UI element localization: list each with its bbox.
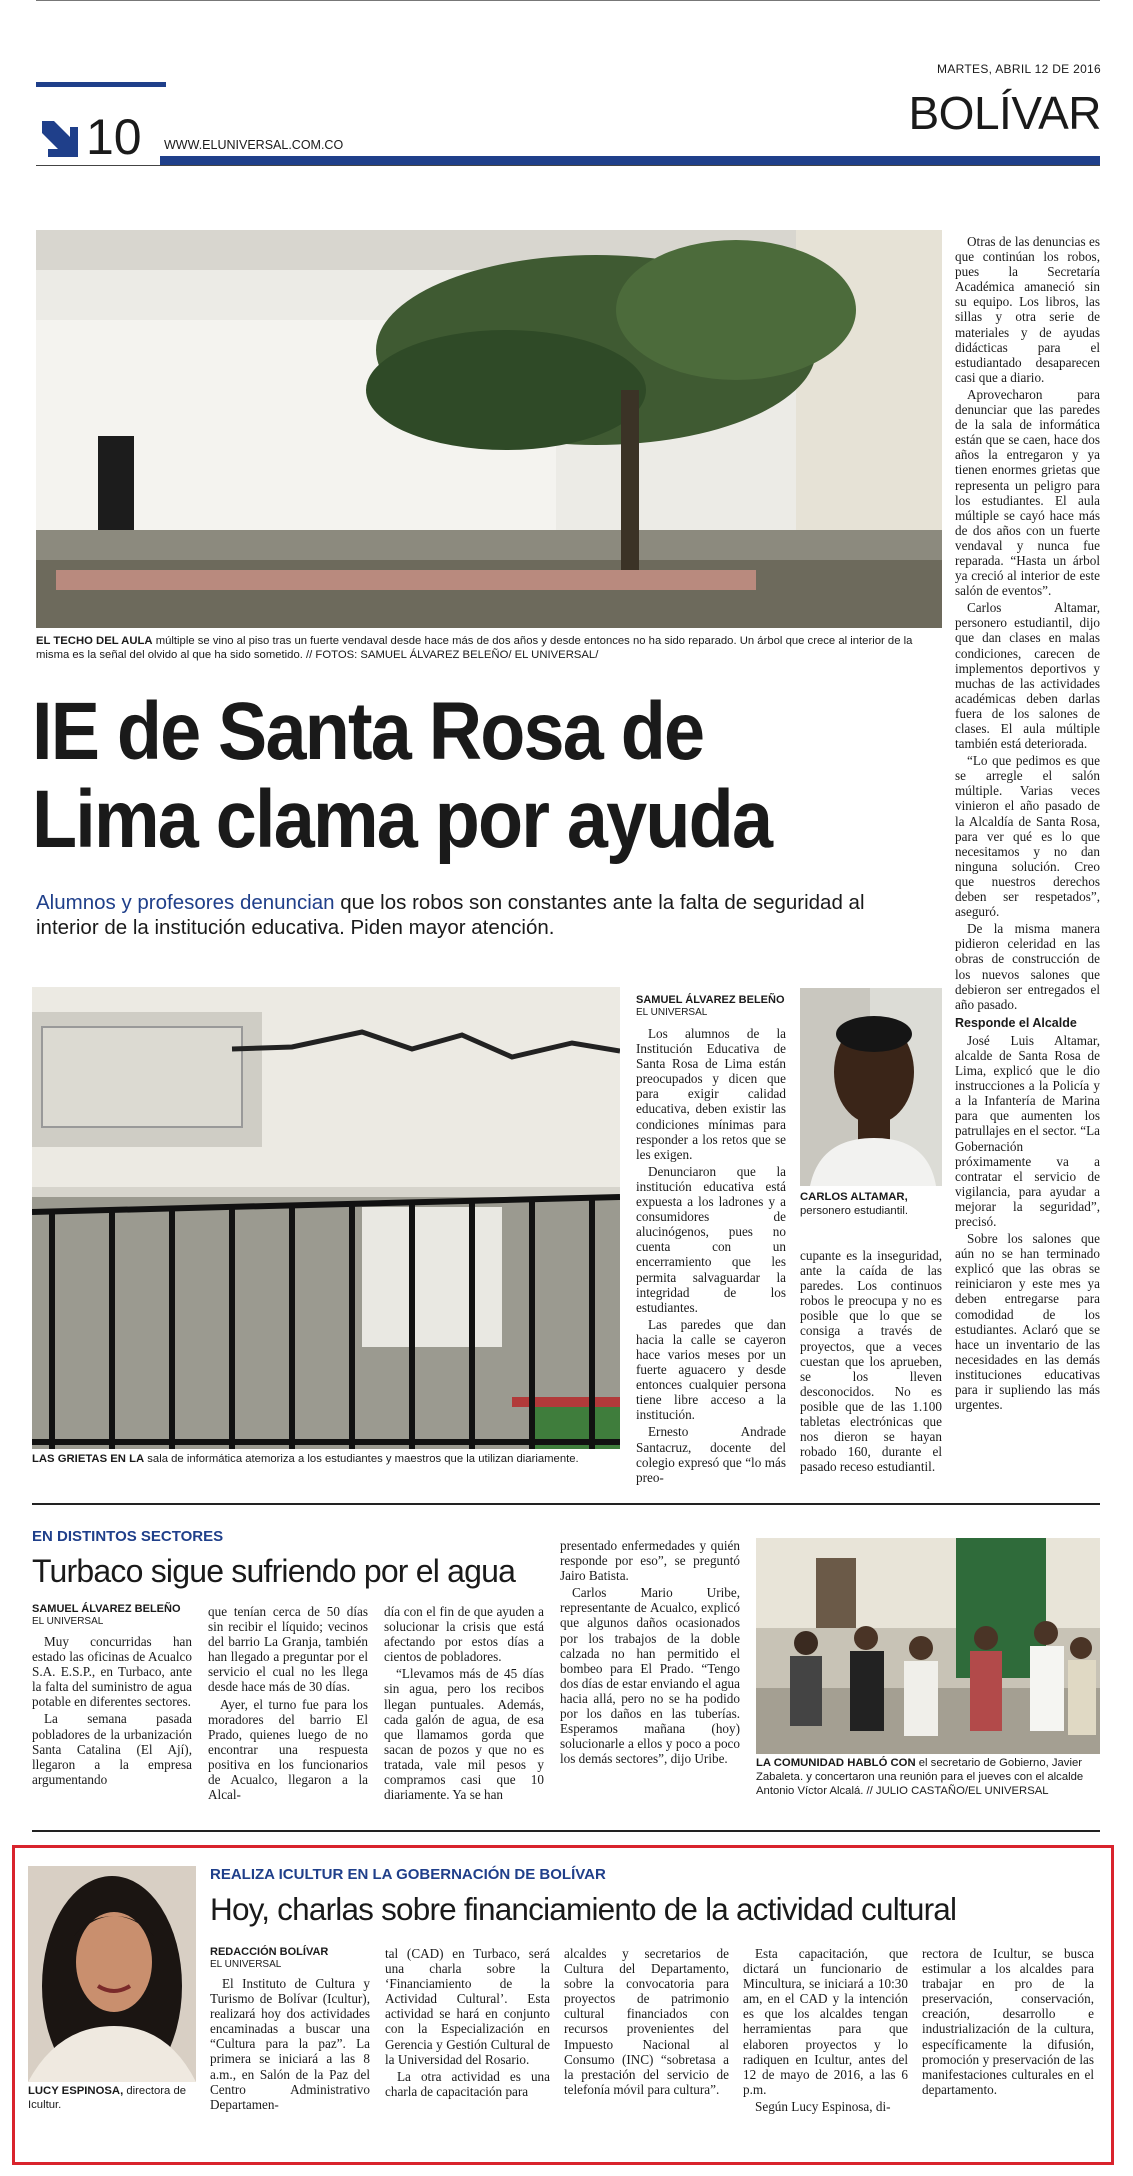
turbaco-column-4 [560,1538,740,1768]
lucy-portrait-caption [28,2084,196,2112]
icultur-column-1 [210,1976,370,2114]
photo2-caption [32,1452,620,1466]
turbaco-column-2 [208,1604,368,1804]
masthead-thin-rule [36,165,1100,166]
icultur-column-5 [922,1946,1094,2099]
turbaco-byline: SAMUEL ÁLVAREZ BELEÑO [32,1603,181,1615]
main-col1-paragraph-4: Ernesto Andrade Santacruz, docente del colegio expresó que “lo más preo- [636,1424,786,1485]
main-headline [32,688,860,864]
main-col1-paragraph-2: Denunciaron que la institución educativa está expuesta a los ladrones y a consumidores de alucinógenos, pues no cuenta con un encerramiento que les permita salvaguardar la integridad de los estudiantes. [636,1163,786,1315]
main-headline-line2: Lima clama por ayuda [32,774,772,865]
turbaco-column-1 [32,1634,192,1789]
main-col3-after-1: José Luis Altamar, alcalde de Santa Rosa de Lima, explicó que le dio instrucciones a la Policía y a la Infantería de Marina para que aumenten los patrullajes en el sector. “La Gobernación próximamente va a contratar el servicio de vigilancia, para ayudar a mejorar la seguridad”, precisó. [955,1032,1100,1229]
main-byline-sub: EL UNIVERSAL [636,1007,708,1018]
lucy-caption-lead: LUCY ESPINOSA, [28,2085,124,2097]
carlos-altamar-portrait [800,988,942,1186]
main-col3-subhead: Responde el Alcalde [955,1015,1077,1030]
icultur-byline: REDACCIÓN BOLÍVAR [210,1946,329,1958]
lucy-caption-text: directora de Icultur. [28,2085,187,2111]
main-story-column-3 [955,234,1100,1414]
community-meeting-photo [756,1538,1100,1754]
portrait-caption [800,1190,942,1218]
community-caption-text: el secretario de Gobierno, Javier Zabaleta. y concertaron una reunión para el jueves con el alcalde Antonio Víctor Alcalá. // JULIO CASTAÑO/EL UNIVERSAL [756,1757,1084,1797]
icultur-col5-paragraph-1: rectora de Icultur, se busca estimular a los alcaldes para trabajar en pro de la preservación, conservación, creación, desarrollo e industrialización de la cultura, específicamente la difusión, promoción y preservación de las manifestaciones culturales en el departamento. [922,1946,1094,2097]
lucy-espinosa-portrait [28,1866,196,2082]
turbaco-col3-paragraph-1: día con el fin de que ayuden a solucionar la crisis que está afectando por estos días a cientos de pobladores. [384,1604,544,1665]
page-number-block [36,109,148,165]
community-caption-lead: LA COMUNIDAD HABLÓ CON [756,1757,916,1769]
photo1-caption-lead: EL TECHO DEL AULA [36,635,153,647]
turbaco-col3-paragraph-2: “Llevamos más de 45 días sin agua, pero los recibos llegan puntuales. Además, cada galón de agua, de esa que llamamos gorda que sacan de pozos y que no es tratada, vale mil pesos y compramos casi que 10 diariamente. Ya se han [384,1666,544,1803]
main-col3-paragraph-3: Carlos Altamar, personero estudiantil, dijo que dan clases en malas condiciones, carecen de implementos deportivos y muchas de las actividades académicas deben darlas fuera de los salones de clases. El aula múltiple también está deteriorada. [955,600,1100,752]
masthead-blue-rule [160,156,1100,165]
turbaco-col1-paragraph-1: Muy concurridas han estado las oficinas de Acualco S.A. E.S.P., en Turbaco, ante la falta del suministro de agua potable en diferentes sectores. [32,1634,192,1710]
photo2-caption-text: sala de informática atemoriza a los estudiantes y maestros que la utilizan diariamente. [147,1453,579,1465]
page-number: 10 [86,109,142,165]
icultur-col1-paragraph-1: El Instituto de Cultura y Turismo de Bolívar (Icultur), realizará hoy dos actividades encaminadas a buscar una “Cultura para la paz”. La primera se iniciará a las 8 a.m., en Salón de la Paz del Centro Administrativo Departamen- [210,1976,370,2112]
main-col2-paragraph-1: cupante es la inseguridad, ante la caída de las paredes. Los continuos robos le preocupa y no es posible que lo que se consiga a través de proyectos, que a veces cuestan que los aprueben, se los lleven desconocidos. No es posible que de las 1.100 tabletas electrónicas que nos dieron se hayan robado 160, durante el pasado receso estudiantil. [800,1248,942,1475]
issue-date: MARTES, ABRIL 12 DE 2016 [937,62,1101,76]
turbaco-headline: Turbaco sigue sufriendo por el agua [32,1553,516,1589]
main-col3-paragraph-5: De la misma manera pidieron celeridad en las obras de construcción de los nuevos salones que debieron ser entregados el año pasado. [955,921,1100,1012]
photo2-caption-lead: LAS GRIETAS EN LA [32,1453,145,1465]
main-byline-block [636,994,786,1023]
turbaco-col4-paragraph-2: Carlos Mario Uribe, representante de Acualco, explicó que algunos daños ocasionados por los trabajos de la doble calzada no han permitido el bombeo para El Prado. “Tengo dos días de estar enviando el agua hacia allá, pero no se ha podido por los daños en las tuberías. Esperamos mañana (hoy) solucionarle a ellos y poco a poco los demás sectores”, dijo Uribe. [560,1585,740,1767]
icultur-column-2 [385,1946,550,2101]
icultur-column-4 [743,1946,908,2116]
masthead-short-rule [36,82,166,87]
icultur-col2-paragraph-1: tal (CAD) en Turbaco, será una charla sobre la ‘Financiamiento de la Actividad Cultural’. Esta actividad se hará en conjunto con la Especialización en Gerencia y Gestión Cultural de la Universidad del Rosario. [385,1946,550,2067]
diagonal-arrow-icon [38,117,82,161]
icultur-column-3 [564,1946,729,2099]
main-col3-paragraph-4: “Lo que pedimos es que se arregle el salón múltiple. Varias veces vinieron el año pasado de la Alcaldía de Santa Rosa, para ver qué es lo que necesitamos y no dan ninguna solución. Creo que nuestros derechos deben ser respetados”, aseguró. [955,753,1100,920]
main-story-column-2 [800,1248,942,1476]
main-col1-paragraph-3: Las paredes que dan hacia la calle se cayeron hace varios meses por un fuerte aguacero y desde entonces cualquier persona tiene libre acceso a la institución. [636,1316,786,1423]
icultur-byline-sub: EL UNIVERSAL [210,1959,282,1970]
turbaco-col4-paragraph-1: presentado enfermedades y quién responde por eso”, se preguntó Jairo Batista. [560,1538,740,1584]
icultur-kicker: REALIZA ICULTUR EN LA GOBERNACIÓN DE BOLÍVAR [210,1866,606,1883]
collapsed-classroom-photo [36,230,942,628]
section-divider-2 [32,1830,1100,1832]
icultur-byline-block [210,1946,370,1975]
icultur-headline: Hoy, charlas sobre financiamiento de la actividad cultural [210,1891,957,1927]
main-deck-rest: que los robos son constantes ante la falta de seguridad al interior de la institución educativa. Piden mayor atención. [36,891,865,939]
icultur-col2-paragraph-2: La otra actividad es una charla de capacitación para [385,2068,550,2099]
portrait-caption-text: personero estudiantil. [800,1205,909,1217]
icultur-col4-paragraph-1: Esta capacitación, que dictará un funcionario de Mincultura, se iniciará a 10:30 am, en el CAD y la intención es que los alcaldes tengan herramientas para que elaboren proyectos y lo radiquen en Icultur, antes del 12 de mayo de 2016, a las 6 p.m. [743,1946,908,2097]
cracked-wall-photo [32,987,620,1449]
turbaco-col2-paragraph-2: Ayer, el turno fue para los moradores del barrio El Prado, quienes luego de no encontrar una respuesta positiva en los funcionarios de Acualco, llegaron a la Alcal- [208,1696,368,1803]
main-deck-lead: Alumnos y profesores denuncian [36,891,335,914]
icultur-col4-paragraph-2: Según Lucy Espinosa, di- [755,2098,891,2114]
turbaco-column-3 [384,1604,544,1804]
icultur-col3-paragraph-1: alcaldes y secretarios de Cultura del Departamento, sobre la convocatoria para proyectos de patrimonio cultural financiados con recursos provenientes del Impuesto Nacional al Consumo (INC) “sobretasa a la prestación del servicio de telefonía móvil para cultura”. [564,1946,729,2097]
community-photo-caption [756,1756,1100,1798]
main-headline-line1: IE de Santa Rosa de [32,686,704,777]
turbaco-kicker: EN DISTINTOS SECTORES [32,1528,224,1545]
section-title: BOLÍVAR [908,87,1101,139]
main-col3-paragraph-2: Aprovecharon para denunciar que las paredes de la sala de informática están que se caen, hace dos años la entregaron y ya tienen enormes grietas que representa un peligro para los estudiantes. El aula múltiple se cayó hace más de dos años con un fuerte vendaval y nunca fue reparada. “Hasta un árbol ya creció al interior de este salón de eventos”. [955,386,1100,599]
main-deck [36,890,916,940]
photo1-caption-text: múltiple se vino al piso tras un fuerte vendaval desde hace más de dos años y desde entonces no ha sido reparado. Un árbol que crece al interior de la misma es la señal del olvido al que ha sido sometido. // FOTOS: SAMUEL ÁLVAREZ BELEÑO/ EL UNIVERSAL/ [36,635,913,661]
main-col3-after-2: Sobre los salones que aún no se han terminado explicó que las obras se reiniciaron y este mes ya deben entregarse para comodidad de los estudiantes. Aclaró que se hace un inventario de las necesidades en las demás instituciones educativas para ir supliendo las más urgentes. [955,1231,1100,1413]
portrait-caption-lead: CARLOS ALTAMAR, [800,1191,908,1203]
turbaco-byline-block [32,1603,192,1632]
section-divider-1 [32,1503,1100,1505]
website-url: WWW.ELUNIVERSAL.COM.CO [164,138,344,152]
main-col3-paragraph-1: Otras de las denuncias es que continúan los robos, pues la Secretaría Académica amaneció sin su equipo. Los libros, las sillas y otra serie de materiales y de ayudas didácticas para el estudiantado desaparecen casi que a diario. [955,234,1100,385]
main-story-column-1 [636,1026,786,1487]
main-byline: SAMUEL ÁLVAREZ BELEÑO [636,994,785,1006]
photo1-caption [36,634,942,662]
top-rule [36,0,1100,1]
turbaco-byline-sub: EL UNIVERSAL [32,1616,104,1627]
main-col1-paragraph-1: Los alumnos de la Institución Educativa de Santa Rosa de Lima están preocupados y dicen que para exigir calidad educativa, deben existir las condiciones mínimas para responder a los retos que se les exigen. [636,1026,786,1162]
turbaco-col2-paragraph-1: que tenían cerca de 50 días sin recibir el líquido; vecinos del barrio La Granja, también han llegado a preguntar por el servicio el cual no les llega desde hace más de 30 días. [208,1604,368,1695]
turbaco-col1-paragraph-2: La semana pasada pobladores de la urbanización Santa Catalina (El Ají), llegaron a la empresa argumentando [32,1711,192,1787]
